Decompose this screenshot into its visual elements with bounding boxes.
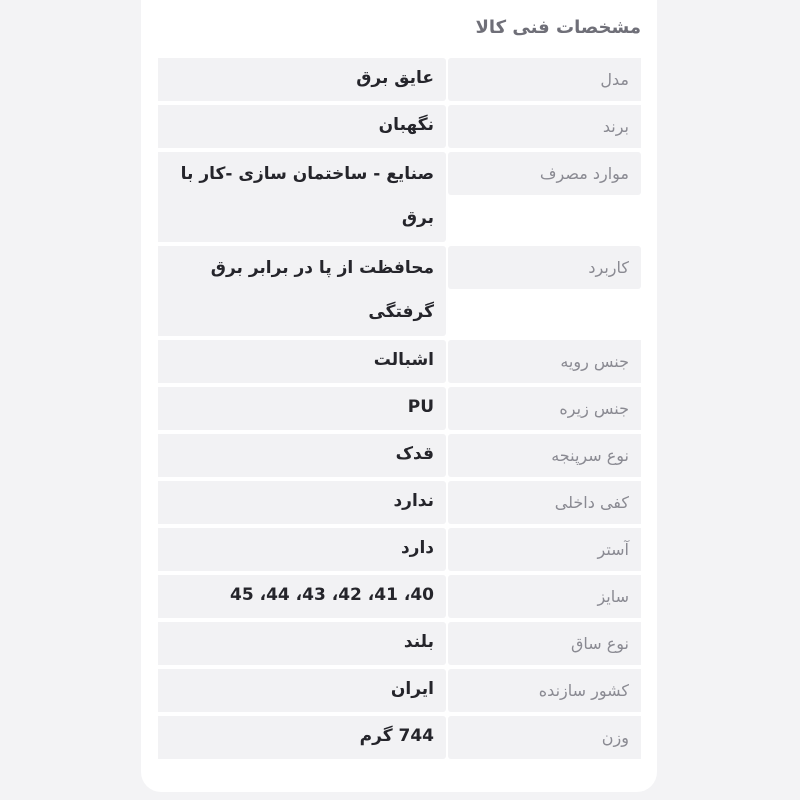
spec-row-brand: [158, 105, 641, 148]
spec-row-upper-material: [158, 340, 641, 383]
spec-row-size: [158, 575, 641, 618]
spec-value: ایران: [158, 669, 446, 712]
spec-value: صنایع - ساختمان سازی -کار با برق: [158, 152, 446, 242]
spec-row-shaft-type: [158, 622, 641, 665]
spec-label: جنس رویه: [448, 340, 641, 383]
spec-value: بلند: [158, 622, 446, 665]
spec-row-insole: [158, 481, 641, 524]
spec-value: ندارد: [158, 481, 446, 524]
spec-value: 744 گرم: [158, 716, 446, 759]
spec-row-toe-type: [158, 434, 641, 477]
spec-value: PU: [158, 387, 446, 430]
spec-label: سایز: [448, 575, 641, 618]
spec-label: نوع سرپنجه: [448, 434, 641, 477]
spec-row-application: [158, 246, 641, 336]
spec-label: برند: [448, 105, 641, 148]
spec-row-lining: [158, 528, 641, 571]
spec-value: 40، 41، 42، 43، 44، 45: [158, 575, 446, 618]
spec-label: جنس زیره: [448, 387, 641, 430]
specs-table: [158, 58, 641, 763]
spec-label: مدل: [448, 58, 641, 101]
section-title: مشخصات فنی کالا: [475, 17, 641, 38]
spec-row-sole-material: [158, 387, 641, 430]
spec-label: نوع ساق: [448, 622, 641, 665]
spec-label: کاربرد: [448, 246, 641, 289]
spec-row-usage: [158, 152, 641, 242]
spec-label: کفی داخلی: [448, 481, 641, 524]
spec-value: عایق برق: [158, 58, 446, 101]
spec-label: وزن: [448, 716, 641, 759]
spec-value: اشبالت: [158, 340, 446, 383]
spec-value: دارد: [158, 528, 446, 571]
tech-specs-card: [141, 0, 657, 792]
spec-label: کشور سازنده: [448, 669, 641, 712]
spec-value: نگهبان: [158, 105, 446, 148]
spec-row-model: [158, 58, 641, 101]
spec-value: قدک: [158, 434, 446, 477]
spec-row-weight: [158, 716, 641, 759]
spec-value: محافظت از پا در برابر برق گرفتگی: [158, 246, 446, 336]
spec-row-country: [158, 669, 641, 712]
spec-label: موارد مصرف: [448, 152, 641, 195]
spec-label: آستر: [448, 528, 641, 571]
